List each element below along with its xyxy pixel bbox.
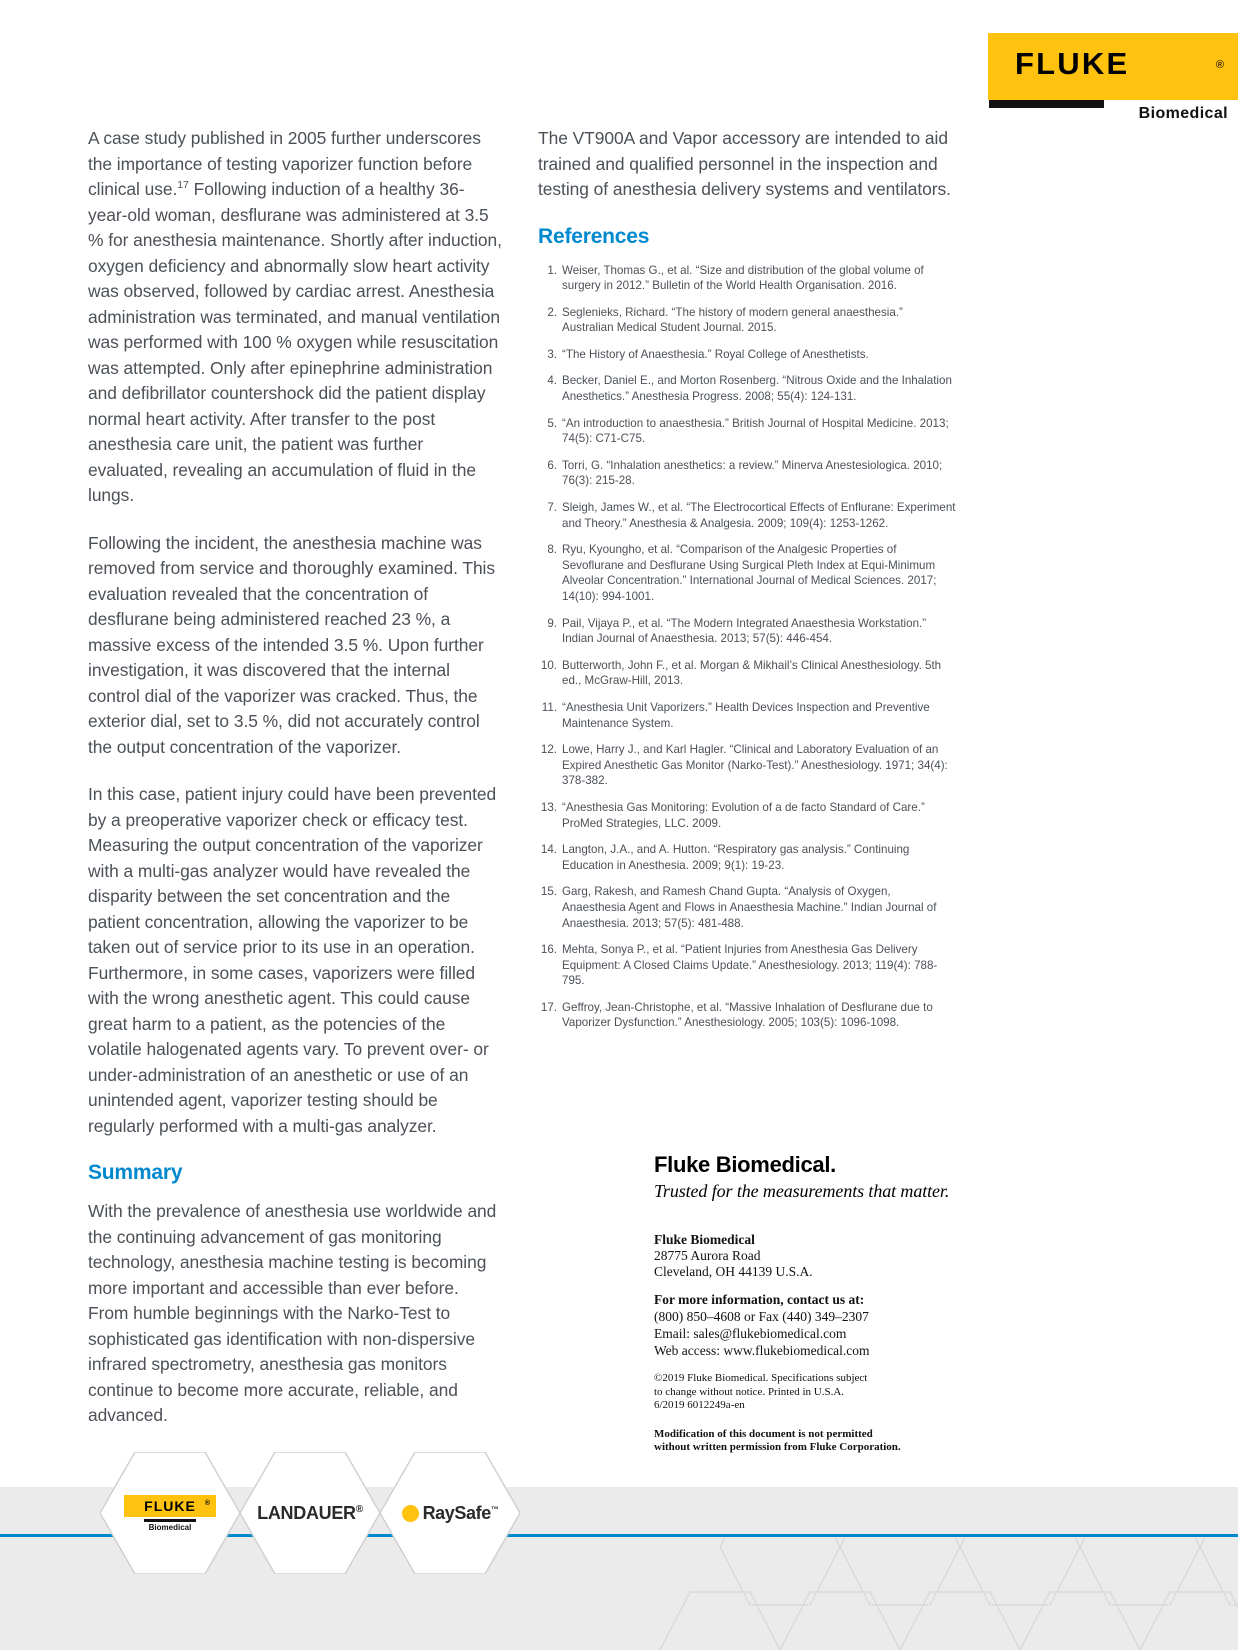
reference-text: “An introduction to anaesthesia.” British Journal of Hospital Medicine. 2013; 74(5): C71-C75. [562, 416, 949, 446]
reference-item [538, 542, 956, 604]
contact-info-heading: For more information, contact us at: [654, 1292, 865, 1307]
reference-item [538, 347, 956, 363]
header-biomedical-label: Biomedical [1138, 105, 1228, 122]
reference-text: Weiser, Thomas G., et al. “Size and distribution of the global volume of surgery in 2012.” Bulletin of the World Health Organisation. 2016. [562, 263, 924, 293]
legal-notice [654, 1372, 984, 1413]
modification-line-2: without written permission from Fluke Corporation. [654, 1441, 901, 1453]
reference-number: 8. [547, 543, 557, 557]
reference-item [538, 700, 956, 731]
reference-number: 10. [540, 658, 557, 672]
fluke-biomedical-subtagline: Trusted for the measurements that matter. [654, 1181, 950, 1201]
registered-mark-icon: ® [204, 1499, 211, 1507]
reference-item [538, 658, 956, 689]
references-list [538, 263, 956, 1032]
contact-phone: (800) 850–4608 or Fax (440) 349–2307 [654, 1309, 869, 1324]
fluke-mini-logo [100, 1452, 240, 1574]
references-heading: References [538, 224, 650, 248]
reference-number: 16. [540, 943, 557, 957]
reference-number: 6. [547, 458, 557, 472]
reference-item [538, 458, 956, 489]
reference-text: Becker, Daniel E., and Morton Rosenberg. “Nitrous Oxide and the Inhalation Anesthetics.” Anesthesia Progress. 2008; 55(4): 124-131. [562, 374, 952, 404]
raysafe-dot-icon [402, 1505, 419, 1522]
reference-number: 4. [547, 374, 557, 388]
partner-logo-row [100, 1452, 570, 1562]
contact-website[interactable]: Web access: www.flukebiomedical.com [654, 1343, 870, 1358]
reference-item [538, 263, 956, 294]
header-black-bar [989, 100, 1104, 108]
fluke-wordmark: FLUKE [1015, 46, 1130, 81]
reference-text: Sleigh, James W., et al. “The Electrocortical Effects of Enflurane: Experiment and Theory.” Anesthesia & Analgesia. 2009; 109(4): 1253-1262. [562, 501, 956, 530]
reference-number: 11. [541, 700, 557, 714]
reference-text: Seglenieks, Richard. “The history of modern general anaesthesia.” Australian Medical Student Journal. 2015. [562, 305, 903, 335]
reference-text: Garg, Rakesh, and Ramesh Chand Gupta. “Analysis of Oxygen, Anaesthesia Agent and Flows in Anaesthesia Machine.” Indian Journal of Anaesthesia. 2013; 57(5): 481-488. [562, 885, 937, 930]
landauer-wordmark [257, 1503, 363, 1524]
reference-number: 17. [540, 1000, 557, 1014]
reference-text: “The History of Anaesthesia.” Royal College of Anesthetists. [562, 347, 869, 361]
body-paragraph-1-prefix: A case study published in 2005 further underscores the importance of testing vaporizer function before clinical use. [88, 128, 481, 199]
left-column [88, 126, 502, 1451]
reference-number: 9. [547, 616, 557, 630]
raysafe-mini-logo [380, 1452, 520, 1574]
contact-block [654, 1152, 984, 1455]
fluke-biomedical-tagline: Fluke Biomedical. [654, 1152, 836, 1177]
right-column [538, 126, 956, 1042]
reference-item [538, 500, 956, 531]
footer-logo-fluke-biomedical [100, 1452, 240, 1574]
landauer-mini-logo [240, 1452, 380, 1574]
reference-number: 2. [547, 305, 557, 319]
raysafe-label: RaySafe [422, 1502, 491, 1523]
reference-number: 7. [547, 501, 557, 515]
reference-item [538, 942, 956, 989]
registered-mark-icon: ® [1215, 59, 1224, 71]
legal-line-1: ©2019 Fluke Biomedical. Specifications subject [654, 1372, 868, 1384]
footer-logo-raysafe [380, 1452, 520, 1574]
legal-line-2: to change without notice. Printed in U.S.A. [654, 1385, 845, 1398]
reference-item [538, 416, 956, 447]
reference-text: Mehta, Sonya P., et al. “Patient Injuries from Anesthesia Gas Delivery Equipment: A Closed Claims Update.” Anesthesiology. 2013; 119(4): 788-795. [562, 943, 938, 988]
reference-item [538, 616, 956, 647]
landauer-label: LANDAUER [257, 1502, 356, 1523]
reference-text: Geffroy, Jean-Christophe, et al. “Massive Inhalation of Desflurane due to Vaporizer Dysfunction.” Anesthesiology. 2005; 103(5): 1096-1098. [562, 1000, 933, 1030]
body-paragraph-1-suffix: Following induction of a healthy 36-year-old woman, desflurane was administered at 3.5 % for anesthesia maintenance. Shortly after induction, oxygen deficiency and abnormally slow heart activity was observed, followed by cardiac arrest. Anesthesia administration was terminated, and manual ventilation was performed with 100 % oxygen while resuscitation was attempted. Only after epinephrine administration and defibrillator countershock did the patient display normal heart activity. After transfer to the post anesthesia care unit, the patient was further evaluated, revealing an accumulation of fluid in the lungs. [88, 179, 502, 505]
reference-number: 1. [547, 263, 557, 277]
reference-item [538, 884, 956, 931]
reference-text: Langton, J.A., and A. Hutton. “Respiratory gas analysis.” Continuing Education in Anesthesia. 2009; 9(1): 19-23. [562, 843, 910, 872]
body-paragraph-3: In this case, patient injury could have been prevented by a preoperative vaporizer check or efficacy test. Measuring the output concentration of the vaporizer with a multi-gas analyzer would have revealed the disparity between the set concentration and the patient concentration, allowing the vaporizer to be taken out of service prior to its use in an operation. Furthermore, in some cases, vaporizers were filled with the wrong anesthetic agent. This could cause great harm to a patient, as the potencies of the volatile halogenated agents vary. To prevent over- or under-administration of an anesthetic or use of an unintended agent, vaporizer testing should be regularly performed with a multi-gas analyzer. [88, 784, 497, 1136]
contact-email[interactable]: Email: sales@flukebiomedical.com [654, 1326, 847, 1341]
fluke-mini-black-bar [144, 1519, 196, 1522]
raysafe-wordmark [423, 1503, 499, 1524]
registered-mark-icon: ® [355, 1503, 363, 1515]
summary-paragraph: With the prevalence of anesthesia use worldwide and the continuing advancement of gas monitoring technology, anesthesia machine testing is becoming more important and accessible than ever before. From humble beginnings with the Narko-Test to sophisticated gas identification with non-dispersive infrared spectrometry, anesthesia gas monitors continue to become more accurate, reliable, and advanced. [88, 1201, 497, 1425]
reference-number: 13. [540, 800, 557, 814]
fluke-mini-sub-label: Biomedical [148, 1522, 192, 1532]
fluke-mini-wordmark [124, 1495, 216, 1517]
citation-superscript-17: 17 [177, 179, 189, 192]
reference-number: 5. [547, 416, 557, 430]
reference-text: Lowe, Harry J., and Karl Hagler. “Clinical and Laboratory Evaluation of an Expired Anesthetic Gas Monitor (Narko-Test).” Anesthesiology. 1971; 34(4): 378-382. [562, 743, 948, 788]
modification-notice [654, 1428, 984, 1455]
reference-item [538, 1000, 956, 1031]
modification-line-1: Modification of this document is not permitted [654, 1427, 873, 1440]
fluke-header-logo [988, 33, 1238, 100]
reference-text: Ryu, Kyoungho, et al. “Comparison of the Analgesic Properties of Sevoflurane and Desflurane Using Surgical Pleth Index at Equi-Minimum Alveolar Concentration.” International Journal of Medical Sciences. 2017; 14(10): 994-1001. [562, 543, 937, 603]
fluke-mini-label: FLUKE [144, 1497, 196, 1514]
legal-line-3: 6/2019 6012249a-en [654, 1399, 745, 1411]
reference-text: “Anesthesia Unit Vaporizers.” Health Devices Inspection and Preventive Maintenance System. [562, 700, 930, 730]
body-paragraph-2: Following the incident, the anesthesia machine was removed from service and thoroughly examined. This evaluation revealed that the concentration of desflurane being administered reached 23 %, a massive excess of the intended 3.5 %. Upon further investigation, it was discovered that the internal control dial of the vaporizer was cracked. Thus, the exterior dial, set to 3.5 %, did not accurately control the output concentration of the vaporizer. [88, 532, 496, 757]
reference-text: Pail, Vijaya P., et al. “The Modern Integrated Anaesthesia Workstation.” Indian Journal of Anaesthesia. 2013; 57(5): 446-454. [562, 616, 927, 646]
reference-item [538, 800, 956, 831]
reference-number: 14. [540, 843, 557, 857]
reference-number: 12. [540, 743, 557, 757]
summary-heading: Summary [88, 1161, 183, 1184]
reference-item [538, 842, 956, 873]
contact-company-name: Fluke Biomedical [654, 1232, 755, 1247]
reference-text: “Anesthesia Gas Monitoring: Evolution of a de facto Standard of Care.” ProMed Strategies, LLC. 2009. [562, 800, 925, 830]
contact-address-line-1: 28775 Aurora Road [654, 1248, 761, 1263]
reference-item [538, 305, 956, 336]
reference-number: 15. [540, 885, 557, 899]
footer-logo-landauer [240, 1452, 380, 1574]
reference-text: Butterworth, John F., et al. Morgan & Mikhail’s Clinical Anesthesiology. 5th ed., McGraw-Hill, 2013. [562, 658, 942, 688]
reference-item [538, 742, 956, 789]
reference-item [538, 373, 956, 404]
summary-section [88, 1161, 502, 1429]
body-paragraph-1 [88, 126, 502, 509]
intro-paragraph: The VT900A and Vapor accessory are intended to aid trained and qualified personnel in the inspection and testing of anesthesia delivery systems and ventilators. [538, 128, 951, 199]
trademark-icon: ™ [490, 1504, 499, 1514]
reference-text: Torri, G. “Inhalation anesthetics: a review.” Minerva Anestesiologica. 2010; 76(3): 215-28. [562, 458, 943, 488]
reference-number: 3. [547, 347, 557, 361]
contact-address-line-2: Cleveland, OH 44139 U.S.A. [654, 1264, 813, 1279]
